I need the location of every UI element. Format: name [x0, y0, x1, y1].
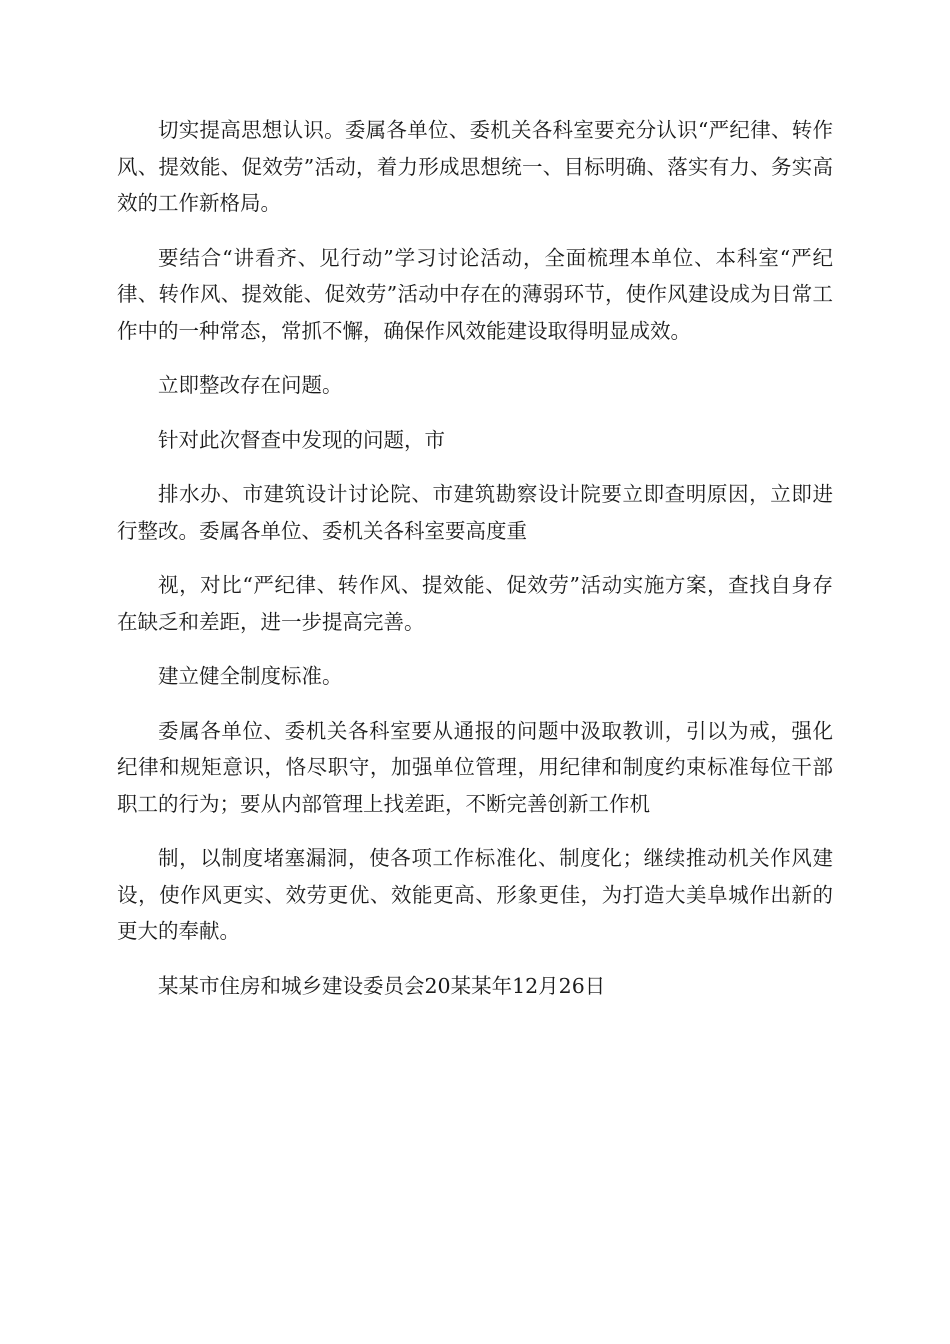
heading-rectify-problems: 立即整改存在问题。 [158, 373, 343, 397]
paragraph-inspection-issues: 针对此次督查中发现的问题，市 [158, 427, 445, 452]
paragraph-lessons-learned: 委属各单位、委机关各科室要从通报的问题中汲取教训，引以为戒，强化纪律和规矩意识，恪尽职守，加强单位管理，用纪律和制度约束标准每位干部职工的行为；要从内部管理上找差距，不断完善创新工作机 [117, 718, 833, 816]
paragraph-drainage-office: 排水办、市建筑设计讨论院、市建筑勘察设计院要立即查明原因，立即进行整改。委属各单位、委机关各科室要高度重 [117, 482, 833, 543]
paragraph-raise-awareness: 切实提高思想认识。委属各单位、委机关各科室要充分认识“严纪律、转作风、提效能、促效劳”活动，着力形成思想统一、目标明确、落实有力、务实高效的工作新格局。 [117, 118, 833, 215]
signature-line: 某某市住房和城乡建设委员会20某某年12月26日 [158, 973, 606, 998]
paragraph-system-mechanism: 制，以制度堵塞漏洞，使各项工作标准化、制度化；继续推动机关作风建设，使作风更实、效劳更优、效能更高、形象更佳，为打造大美阜城作出新的更大的奉献。 [117, 846, 833, 943]
paragraph-implementation-plan: 视，对比“严纪律、转作风、提效能、促效劳”活动实施方案，查找自身存在缺乏和差距，进一步提高完善。 [117, 573, 833, 634]
document-body [117, 112, 833, 1022]
heading-establish-system: 建立健全制度标准。 [158, 664, 343, 688]
paragraph-combine-study: 要结合“讲看齐、见行动”学习讨论活动，全面梳理本单位、本科室“严纪律、转作风、提效能、促效劳”活动中存在的薄弱环节，使作风建设成为日常工作中的一种常态，常抓不懈，确保作风效能建设取得明显成效。 [117, 245, 833, 343]
